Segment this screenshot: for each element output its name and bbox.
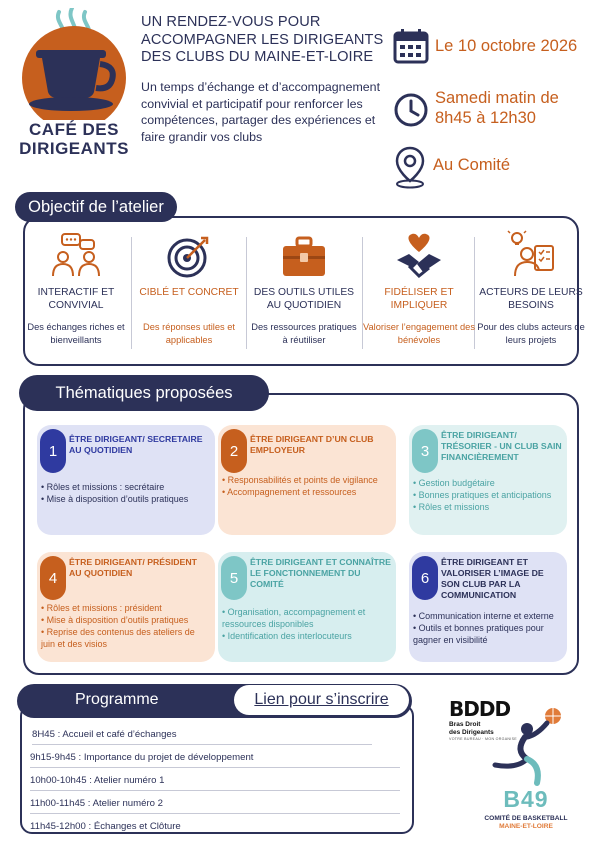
event-time-line2: 8h45 à 12h30 (435, 109, 536, 127)
programme-row: 10h00-10h45 : Atelier numéro 1 (30, 775, 400, 791)
theme-title: ÊTRE DIRIGEANT D’UN CLUB EMPLOYEUR (250, 434, 374, 455)
b49-line2: MAINE-ET-LOIRE (499, 823, 553, 830)
objectif-item-desc: Des réponses utiles et applicables (143, 322, 235, 345)
b49-mark: B49 (503, 786, 549, 812)
objectif-item-cible (133, 230, 245, 346)
objectif-item-outils (248, 230, 360, 346)
programme-header (17, 684, 412, 718)
event-place (393, 145, 510, 189)
list-item: • Rôles et missions (413, 502, 490, 512)
cafe-des-dirigeants-logo (14, 8, 134, 158)
objectif-item-fideliser (363, 230, 475, 346)
handshake-heart-icon (395, 232, 443, 278)
theme-title: ÊTRE DIRIGEANT/ SECRETAIRE AU QUOTIDIEN (69, 434, 203, 455)
theme-card-3 (409, 425, 567, 535)
bddd-mark: BDDD (449, 697, 511, 721)
programme-row: 11h45-12h00 : Échanges et Clôture (30, 821, 181, 832)
theme-number: 4 (40, 556, 66, 600)
theme-card-4 (37, 552, 215, 662)
objectif-item-title: INTERACTIF ET CONVIVIAL (37, 287, 115, 311)
programme-row: 11h00-11h45 : Atelier numéro 2 (30, 798, 400, 814)
list-item: • Outils et bonnes pratiques pour gagner en visibilité (413, 623, 544, 645)
thematiques-title: Thématiques proposées (19, 375, 269, 411)
theme-card-1 (37, 425, 215, 535)
list-item: • Responsabilités et points de vigilance (222, 475, 378, 485)
page-headline: UN RENDEZ-VOUS POUR ACCOMPAGNER LES DIRIGEANTS DES CLUBS DU MAINE-ET-LOIRE (141, 14, 384, 65)
theme-number: 6 (412, 556, 438, 600)
register-link[interactable]: Lien pour s’inscrire (234, 685, 409, 715)
theme-title: ÊTRE DIRIGEANT ET CONNAÎTRE LE FONCTIONNEMENT DU COMITÉ (250, 557, 391, 589)
theme-list (222, 474, 392, 498)
b49-line1: COMITÉ DE BASKETBALL (484, 815, 568, 822)
programme-section (20, 704, 414, 834)
list-item: • Bonnes pratiques et anticipations (413, 490, 552, 500)
programme-row: 8H45 : Accueil et café d’échanges (32, 729, 372, 745)
event-time-line1: Samedi matin de (435, 89, 559, 107)
location-pin-icon (393, 145, 427, 189)
list-item: • Rôles et missions : secrétaire (41, 482, 165, 492)
programme-title: Programme (75, 691, 159, 708)
coffee-cup-icon (14, 8, 134, 120)
list-item: • Organisation, accompagnement et ressources disponibles (222, 607, 366, 629)
page-subline: Un temps d’échange et d’accompagnement convivial et participatif pour renforcer les compétences, partager des expériences et faire grandir vos clubs (141, 80, 381, 144)
list-item: • Gestion budgétaire (413, 478, 495, 488)
list-item: • Identification des interlocuteurs (222, 631, 352, 641)
theme-number: 2 (221, 429, 247, 473)
divider (246, 237, 247, 349)
theme-title: ÊTRE DIRIGEANT/ TRÉSORIER - UN CLUB SAIN FINANCIÈREMENT (441, 430, 562, 462)
logo-title-line1: CAFÉ DES (29, 120, 119, 139)
list-item: • Accompagnement et ressources (222, 487, 357, 497)
bddd-line1: Bras Droit (449, 721, 481, 728)
bddd-tagline: VOTRE BUREAU · MON ORGANISE (449, 737, 518, 741)
objectif-item-desc: Pour des clubs acteurs de leurs projets (477, 322, 585, 345)
objectif-item-desc: Des échanges riches et bienveillants (27, 322, 125, 345)
person-idea-icon (507, 230, 555, 278)
logo-title-line2: DIRIGEANTS (19, 139, 129, 158)
theme-number: 1 (40, 429, 66, 473)
theme-title: ÊTRE DIRIGEANT/ PRÉSIDENT AU QUOTIDIEN (69, 557, 197, 578)
theme-list (413, 610, 563, 646)
theme-card-2 (218, 425, 396, 535)
objectif-item-title: ACTEURS DE LEURS BESOINS (479, 287, 583, 311)
event-place-text: Au Comité (433, 156, 511, 174)
list-item: • Mise à disposition d’outils pratiques (41, 615, 189, 625)
theme-list (413, 477, 563, 513)
objectif-item-desc: Valoriser l’engagement des bénévoles (363, 322, 475, 345)
programme-row: 9h15-9h45 : Importance du projet de développement (30, 752, 400, 768)
theme-title: ÊTRE DIRIGEANT ET VALORISER L’IMAGE DE SON CLUB PAR LA COMMUNICATION (441, 557, 544, 600)
list-item: • Reprise des contenus des ateliers de juin et des visios (41, 627, 195, 649)
toolbox-icon (281, 236, 327, 278)
event-date-text: Le 10 octobre 2026 (435, 37, 578, 55)
list-item: • Communication interne et externe (413, 611, 554, 621)
event-time (393, 88, 559, 128)
objectif-title: Objectif de l’atelier (15, 192, 177, 222)
clock-icon (393, 92, 429, 128)
theme-number: 3 (412, 429, 438, 473)
objectif-item-interactif (20, 230, 132, 346)
objectif-item-title: DES OUTILS UTILES AU QUOTIDIEN (253, 287, 355, 311)
list-item: • Mise à disposition d’outils pratiques (41, 494, 189, 504)
bddd-line2: des Dirigeants (449, 728, 494, 736)
objectif-item-desc: Des ressources pratiques à réutiliser (251, 322, 357, 345)
calendar-icon (393, 28, 429, 64)
objectif-item-title: CIBLÉ ET CONCRET (139, 287, 239, 298)
objectif-item-title: FIDÉLISER ET IMPLIQUER (384, 287, 454, 311)
basketball-player-icon (487, 707, 573, 787)
target-icon (167, 234, 211, 278)
theme-number: 5 (221, 556, 247, 600)
theme-list (222, 606, 392, 642)
theme-list (41, 602, 211, 650)
theme-card-5 (218, 552, 396, 662)
objectif-item-acteurs (475, 230, 587, 346)
theme-list (41, 481, 211, 505)
list-item: • Rôles et missions : président (41, 603, 162, 613)
event-date (393, 28, 577, 64)
people-chat-icon (50, 232, 102, 278)
theme-card-6 (409, 552, 567, 662)
